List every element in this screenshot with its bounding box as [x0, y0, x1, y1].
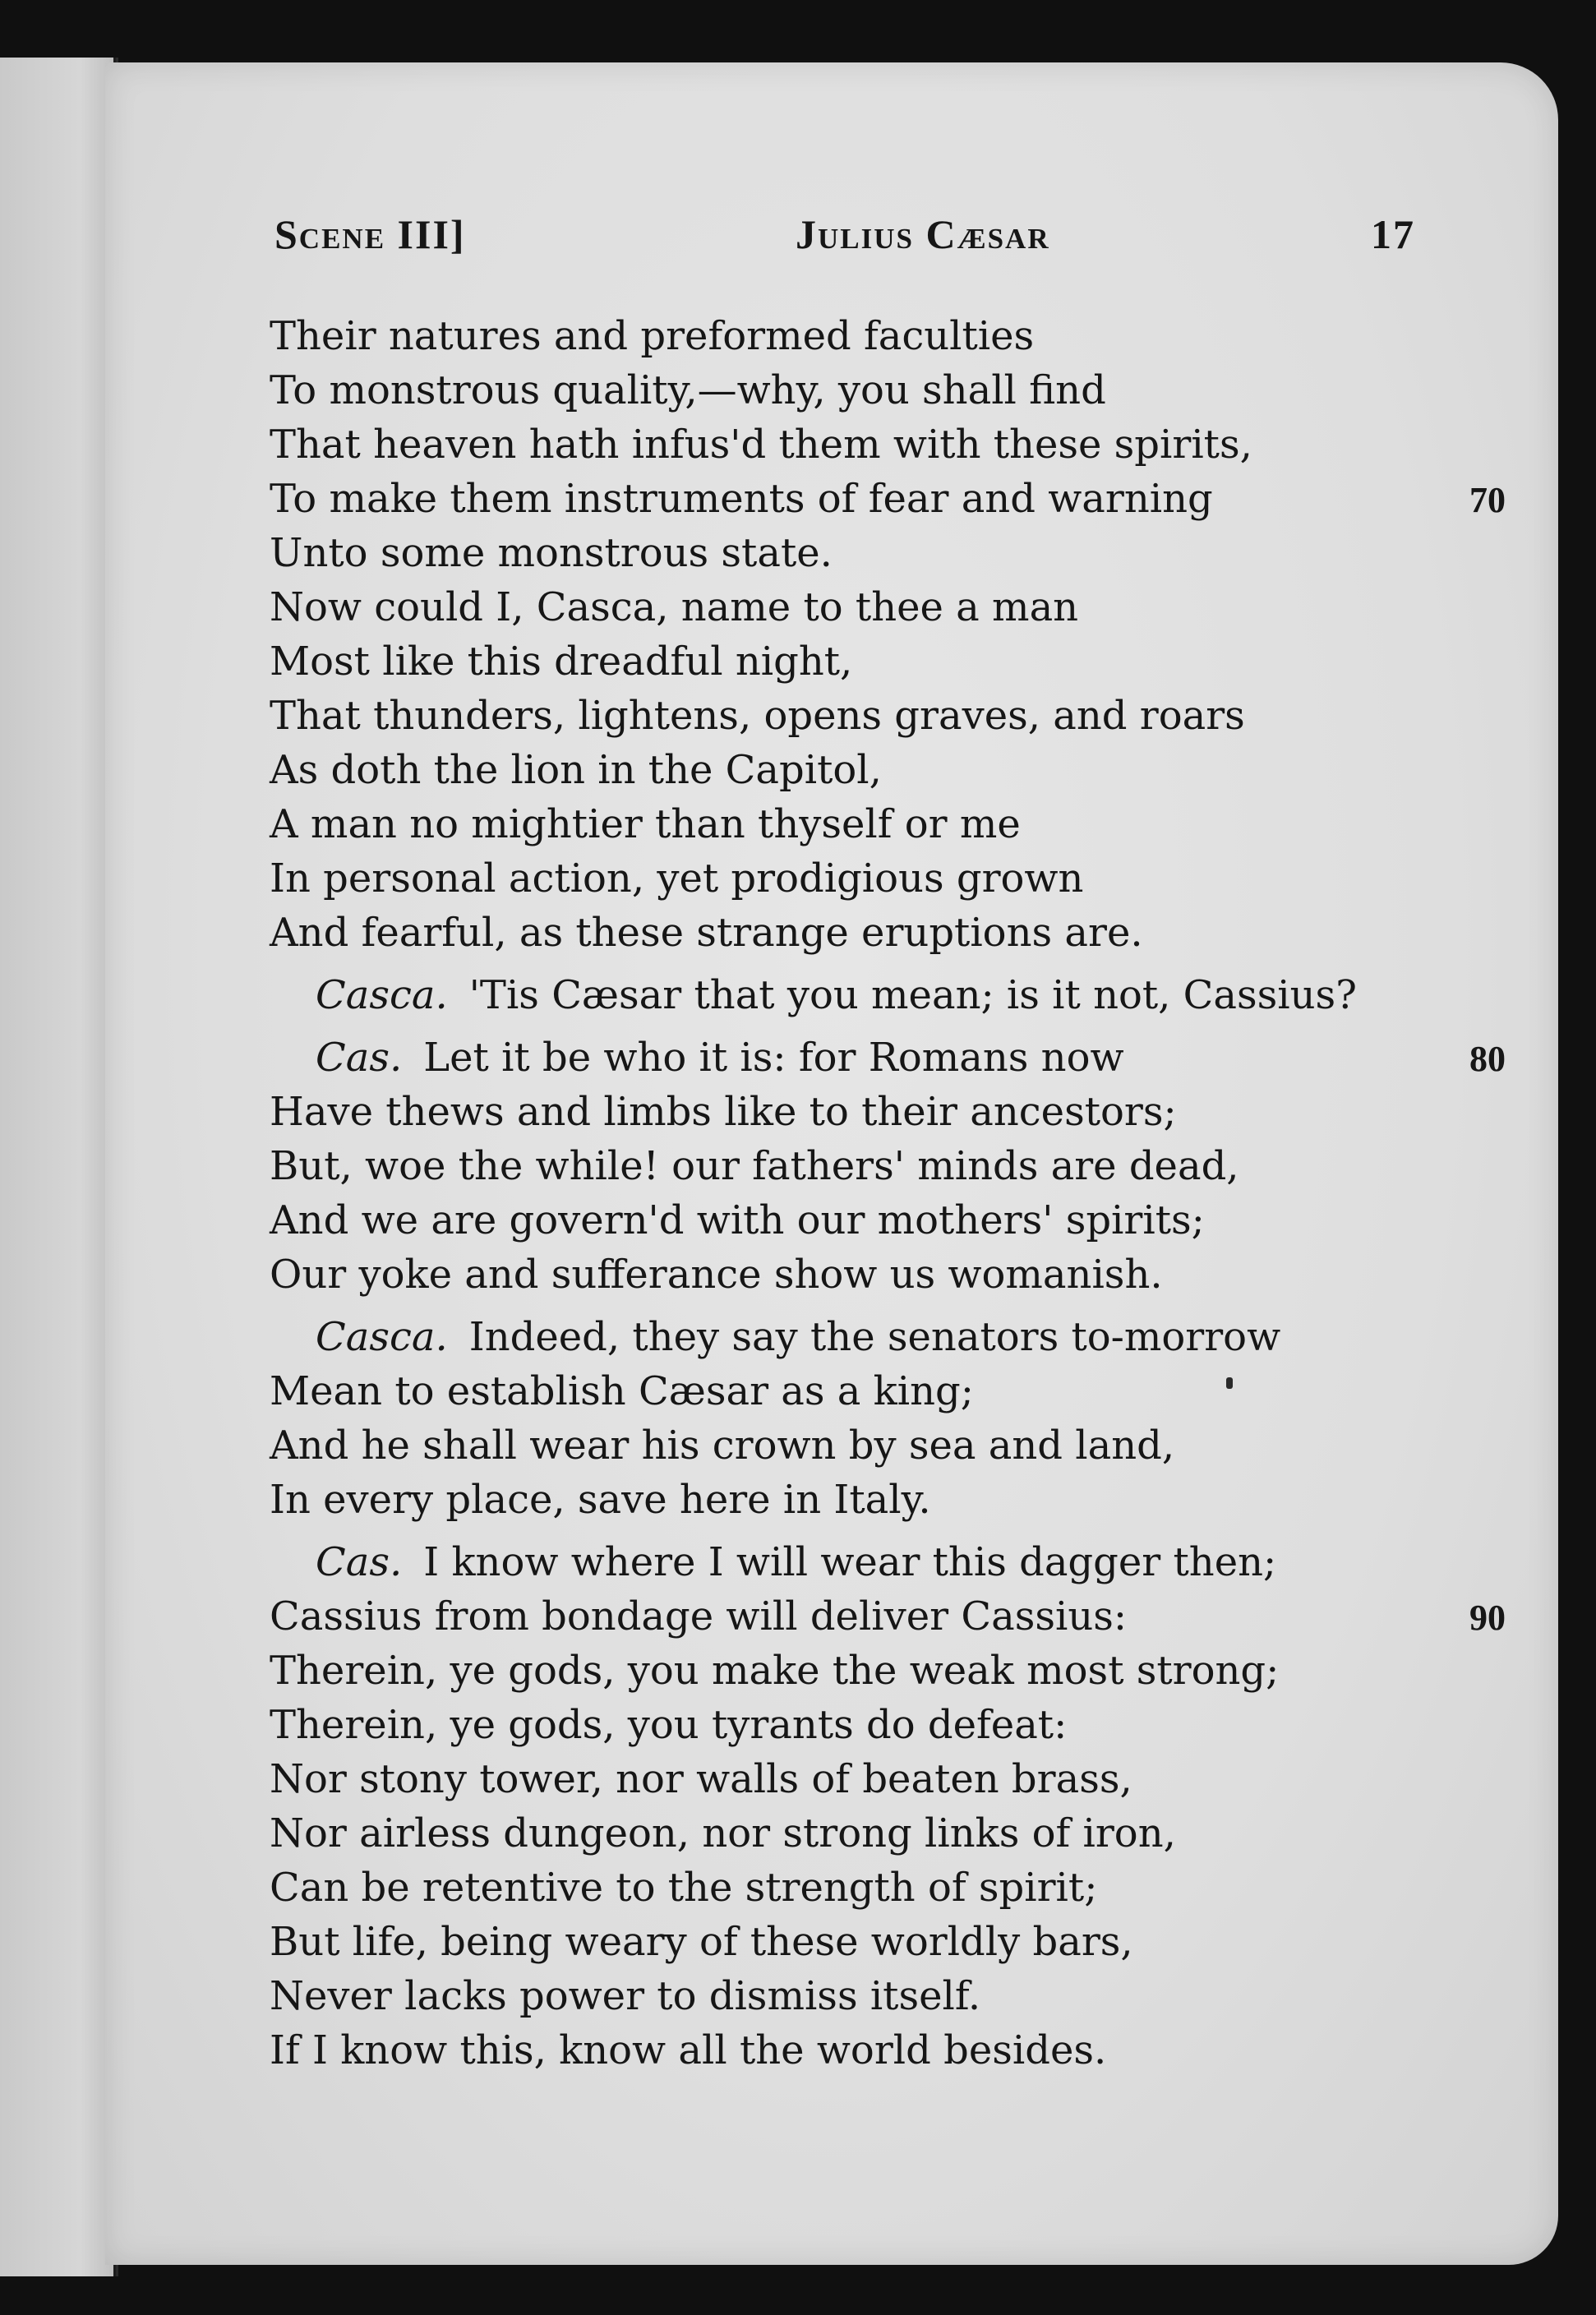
running-head [270, 210, 1519, 268]
page-number: 17 [1371, 211, 1415, 257]
speaker-name: Casca. [316, 972, 448, 1018]
line-text: Can be retentive to the strength of spirit; [270, 1865, 1098, 1911]
line-text: But, woe the while! our fathers' minds are dead, [270, 1143, 1239, 1189]
verse-line [270, 689, 1552, 743]
verse-line [270, 1589, 1552, 1644]
speech-line [270, 1535, 1552, 1589]
verse-line [270, 797, 1552, 851]
verse-line [270, 1969, 1552, 2023]
line-text: A man no mightier than thyself or me [270, 801, 1021, 847]
verse-line [270, 580, 1552, 634]
verse-line [270, 634, 1552, 689]
verse-line [270, 472, 1552, 526]
verse-line [270, 417, 1552, 472]
line-number: 90 [1469, 1598, 1506, 1638]
verse-line [270, 1915, 1552, 1969]
verse-line [270, 2023, 1552, 2078]
speaker-name: Casca. [316, 1314, 448, 1360]
line-text: Most like this dreadful night, [270, 639, 853, 685]
verse-line [270, 1364, 1552, 1418]
play-title: Julius Cæsar [796, 211, 1050, 257]
line-text: And we are govern'd with our mothers' spirits; [270, 1197, 1205, 1243]
verse-line [270, 1247, 1552, 1302]
line-text: That thunders, lightens, opens graves, and roars [270, 693, 1245, 739]
line-text: Nor airless dungeon, nor strong links of iron, [270, 1810, 1176, 1856]
verse-line [270, 363, 1552, 417]
verse-line [270, 1698, 1552, 1752]
line-text: As doth the lion in the Capitol, [270, 747, 882, 793]
line-text: Indeed, they say the senators to-morrow [468, 1314, 1281, 1360]
verse-line [270, 1085, 1552, 1139]
line-text: Mean to establish Cæsar as a king; [270, 1368, 974, 1414]
line-text: To monstrous quality,—why, you shall find [270, 367, 1106, 413]
speaker-name: Cas. [316, 1539, 403, 1585]
speech-line [270, 1031, 1552, 1085]
line-text: 'Tis Cæsar that you mean; is it not, Cassius? [468, 972, 1357, 1018]
verse-line [270, 1806, 1552, 1861]
line-text: And fearful, as these strange eruptions are. [270, 910, 1143, 956]
verse-line [270, 851, 1552, 906]
verse-line [270, 309, 1552, 363]
verse-line [270, 1473, 1552, 1527]
verse-line [270, 1193, 1552, 1247]
line-text: Nor stony tower, nor walls of beaten brass, [270, 1756, 1132, 1802]
line-text: And he shall wear his crown by sea and land, [270, 1423, 1175, 1469]
scene-label: Scene III] [274, 211, 466, 257]
line-text: Therein, ye gods, you make the weak most strong; [270, 1648, 1280, 1694]
line-text: Their natures and preformed faculties [270, 313, 1035, 359]
print-speck [1226, 1377, 1233, 1389]
verse-line [270, 526, 1552, 580]
line-text: In personal action, yet prodigious grown [270, 855, 1084, 902]
verse-line [270, 1752, 1552, 1806]
facing-page-edge [0, 58, 118, 2276]
line-text: Let it be who it is: for Romans now [423, 1035, 1124, 1081]
line-text: Therein, ye gods, you tyrants do defeat: [270, 1702, 1068, 1748]
line-text: In every place, save here in Italy. [270, 1477, 931, 1523]
line-text: Now could I, Casca, name to thee a man [270, 584, 1079, 630]
line-text: Cassius from bondage will deliver Cassius: [270, 1593, 1128, 1639]
speech-line [270, 968, 1552, 1022]
verse-line [270, 906, 1552, 960]
verse-text [270, 309, 1552, 2078]
line-text: That heaven hath infus'd them with these spirits, [270, 422, 1252, 468]
verse-line [270, 1418, 1552, 1473]
line-text: Our yoke and sufferance show us womanish. [270, 1252, 1163, 1298]
line-text: Unto some monstrous state. [270, 530, 833, 576]
line-text: To make them instruments of fear and warning [270, 476, 1213, 522]
line-text: But life, being weary of these worldly bars, [270, 1919, 1133, 1965]
line-text: Never lacks power to dismiss itself. [270, 1973, 981, 2019]
verse-line [270, 1139, 1552, 1193]
line-text: I know where I will wear this dagger then; [423, 1539, 1277, 1585]
verse-line [270, 1644, 1552, 1698]
speaker-name: Cas. [316, 1035, 403, 1081]
speech-line [270, 1310, 1552, 1364]
verse-line [270, 1861, 1552, 1915]
line-text: If I know this, know all the world besides. [270, 2027, 1107, 2073]
line-text: Have thews and limbs like to their ancestors; [270, 1089, 1177, 1135]
verse-line [270, 743, 1552, 797]
line-number: 70 [1469, 480, 1506, 520]
line-number: 80 [1469, 1039, 1506, 1079]
book-page [105, 62, 1558, 2265]
